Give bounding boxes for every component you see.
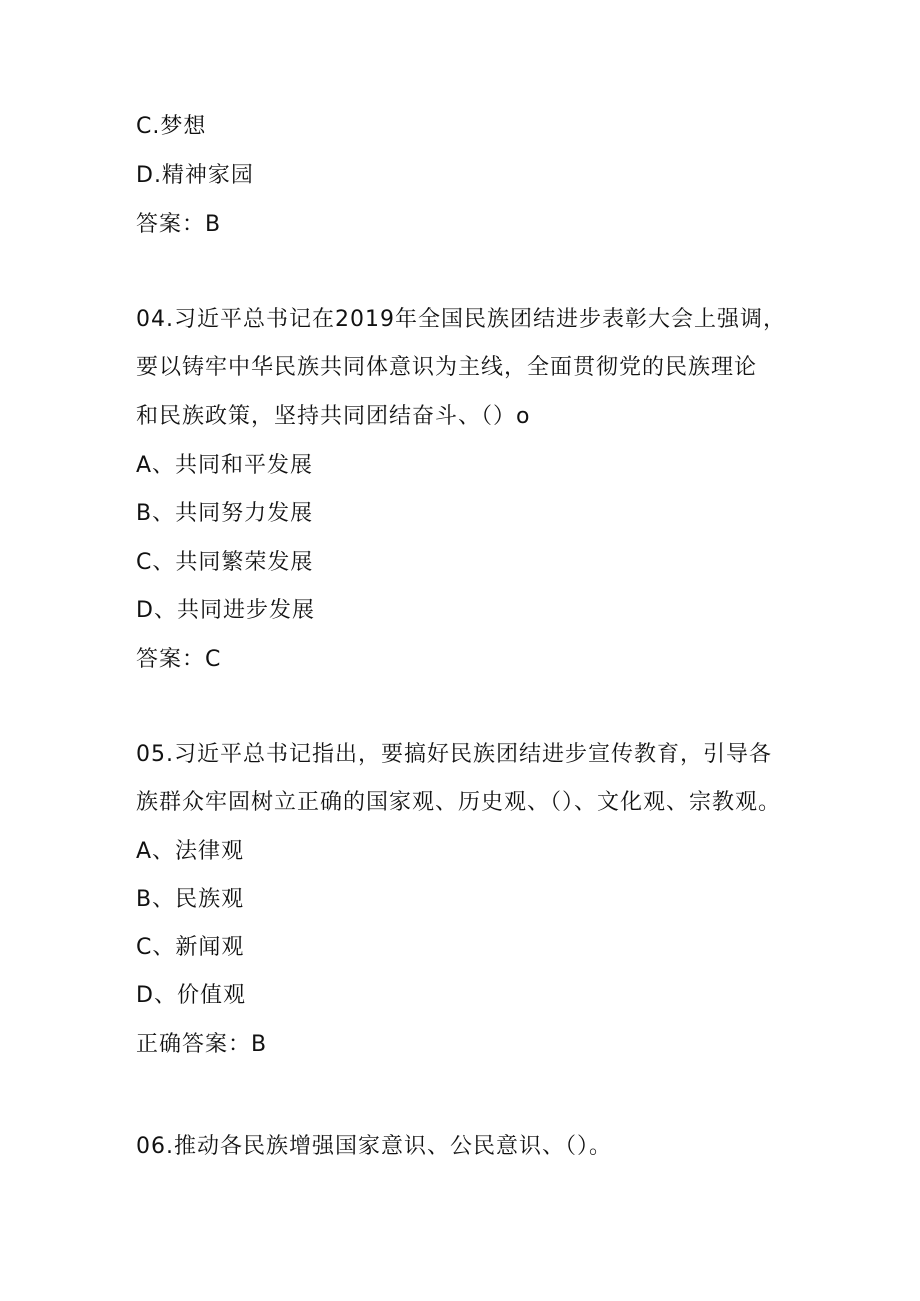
q04-option-b: B、共同努力发展 [136, 501, 314, 526]
q05-option-c: C、新闻观 [136, 935, 245, 960]
q06-stem-line-1: 06.推动各民族增强国家意识、公民意识、（）。 [136, 1134, 612, 1159]
q04-answer: 答案：C [136, 647, 222, 672]
q05-answer: 正确答案：B [136, 1032, 268, 1057]
q04-option-c: C、共同繁荣发展 [136, 550, 314, 575]
q05-option-b: B、民族观 [136, 887, 245, 912]
q04-option-a: A、共同和平发展 [136, 453, 314, 478]
q03-option-d: D.精神家园 [136, 163, 254, 188]
q05-option-d: D、价值观 [136, 983, 246, 1008]
q03-answer: 答案：B [136, 212, 222, 237]
q05-option-a: A、法律观 [136, 839, 245, 864]
q03-option-c: C.梦想 [136, 114, 207, 139]
q04-stem-line-2: 要以铸牢中华民族共同体意识为主线，全面贯彻党的民族理论 [136, 355, 758, 380]
q05-stem-line-1: 05.习近平总书记指出，要搞好民族团结进步宣传教育，引导各 [136, 742, 772, 767]
q05-stem-line-2: 族群众牢固树立正确的国家观、历史观、（）、文化观、宗教观。 [136, 790, 782, 815]
q04-option-d: D、共同进步发展 [136, 598, 315, 623]
q04-stem-line-1: 04.习近平总书记在2019年全国民族团结进步表彰大会上强调， [136, 307, 786, 332]
q04-stem-line-3: 和民族政策，坚持共同团结奋斗、（）o [136, 404, 531, 429]
